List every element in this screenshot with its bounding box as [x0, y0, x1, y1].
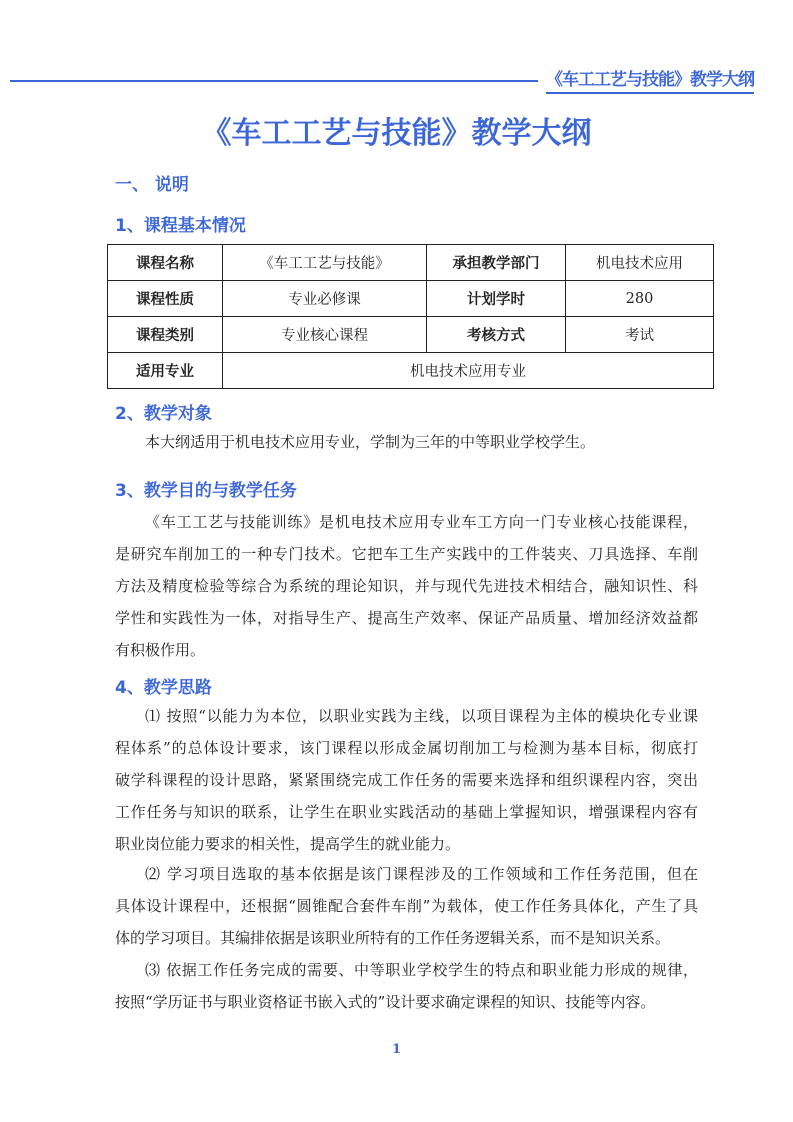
course-info-table: [107, 244, 714, 389]
table-cell: 计划学时: [427, 281, 566, 317]
text-line: ⑵ 学习项目选取的基本依据是该门课程涉及的工作领域和工作任务范围，但在: [145, 865, 698, 883]
table-cell: 课程名称: [108, 245, 223, 281]
table-row: [108, 353, 714, 389]
paragraph: [115, 858, 698, 954]
header-rule: [10, 80, 538, 82]
subsection-heading: 2、教学对象: [115, 404, 212, 424]
subsection-heading: 3、教学目的与教学任务: [115, 481, 297, 501]
text-line: 体的学习项目。其编排依据是该职业所特有的工作任务逻辑关系，而不是知识关系。: [115, 929, 671, 947]
section-heading: 一、 说明: [115, 175, 189, 195]
table-cell: 考试: [566, 317, 714, 353]
text-line: 学性和实践性为一体，对指导生产、提高生产效率、保证产品质量、增加经济效益都: [115, 609, 698, 627]
table-row: [108, 245, 714, 281]
paragraph: [115, 426, 698, 458]
text-line: 有积极作用。: [115, 641, 206, 659]
text-line: 按照“学历证书与职业资格证书嵌入式的”设计要求确定课程的知识、技能等内容。: [115, 993, 656, 1011]
subsection-heading: 1、课程基本情况: [115, 216, 246, 236]
text-line: 本大纲适用于机电技术应用专业，学制为三年的中等职业学校学生。: [145, 433, 596, 451]
page-number: 1: [391, 1042, 402, 1057]
subsection-heading: 4、教学思路: [115, 678, 212, 698]
text-line: 是研究车削加工的一种专门技术。它把车工生产实践中的工件装夹、刀具选择、车削: [115, 545, 698, 563]
text-line: ⑶ 依据工作任务完成的需要、中等职业学校学生的特点和职业能力形成的规律，: [145, 961, 698, 979]
table-cell: 《车工工艺与技能》: [223, 245, 427, 281]
table-cell: 课程性质: [108, 281, 223, 317]
paragraph: [115, 954, 698, 1018]
text-line: ⑴ 按照“以能力为本位，以职业实践为主线，以项目课程为主体的模块化专业课: [145, 707, 698, 725]
document-title: 《车工工艺与技能》教学大纲: [201, 116, 592, 151]
table-cell: 考核方式: [427, 317, 566, 353]
text-line: 工作任务与知识的联系，让学生在职业实践活动的基础上掌握知识，增强课程内容有: [115, 803, 698, 821]
table-cell: 适用专业: [108, 353, 223, 389]
table-cell: 专业核心课程: [223, 317, 427, 353]
table-cell: 专业必修课: [223, 281, 427, 317]
text-line: 方法及精度检验等综合为系统的理论知识，并与现代先进技术相结合，融知识性、科: [115, 577, 698, 595]
table-cell: 280: [566, 281, 714, 317]
text-line: 具体设计课程中，还根据“圆锥配合套件车削”为载体，使工作任务具体化，产生了具: [115, 897, 698, 915]
text-line: 《车工工艺与技能训练》是机电技术应用专业车工方向一门专业核心技能课程，: [145, 513, 698, 531]
running-header: 《车工工艺与技能》教学大纲: [546, 68, 754, 94]
table-row: [108, 317, 714, 353]
paragraph: [115, 506, 698, 666]
table-cell: 课程类别: [108, 317, 223, 353]
text-line: 程体系”的总体设计要求，该门课程以形成金属切削加工与检测为基本目标，彻底打: [115, 739, 698, 757]
table-cell: 机电技术应用专业: [223, 353, 714, 389]
text-line: 破学科课程的设计思路，紧紧围绕完成工作任务的需要来选择和组织课程内容，突出: [115, 771, 698, 789]
text-line: 职业岗位能力要求的相关性，提高学生的就业能力。: [115, 835, 461, 853]
table-row: [108, 281, 714, 317]
paragraph: [115, 700, 698, 860]
table-cell: 机电技术应用: [566, 245, 714, 281]
table-cell: 承担教学部门: [427, 245, 566, 281]
